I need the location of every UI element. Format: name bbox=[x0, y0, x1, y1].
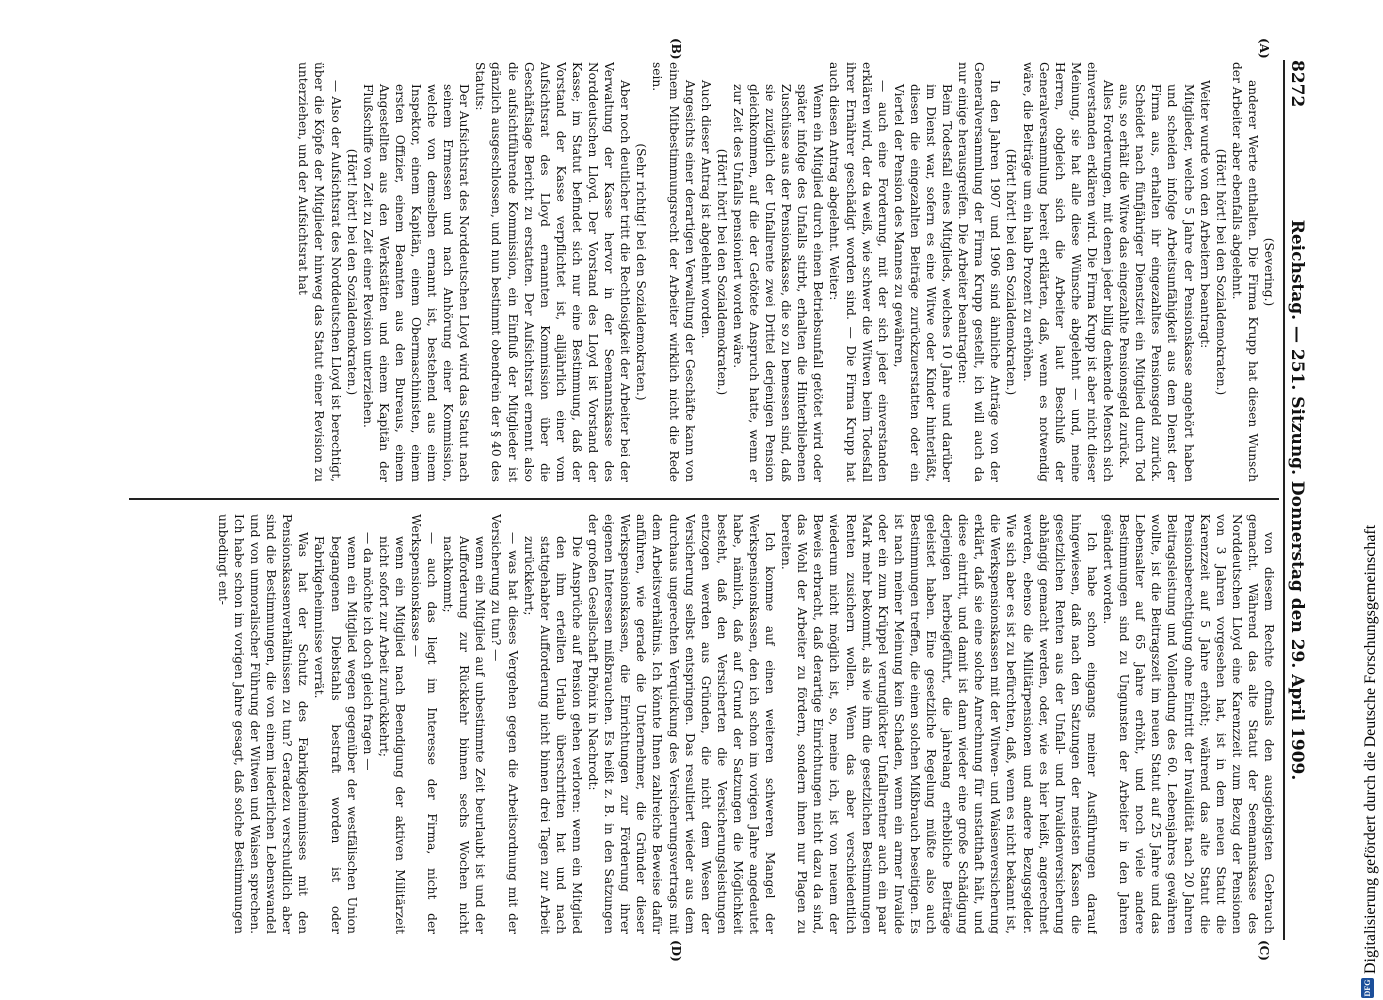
paragraph: — da möchte ich doch gleich fragen — bbox=[360, 532, 375, 771]
paragraph: Ich habe schon eingangs meiner Ausführungen darauf hingewiesen, daß nach den Satzungen der meisten Kassen die gesetzlichen Renten aus der Unfall- und Invalidenversicherung abhängig gemacht werden, oder, wie es hier heißt, angerechnet werden, ebenso die Militärpensionen und andere Bezugsgelder. Wie sich aber es ist zu befürchten, daß, wenn es nicht bekannt ist, die Werkspensionskassen mit der Witwen- und Waisenversicherung erklärt, daß sie eine solche Anrechnung für unstatthaft hält, und diese eintritt, und damit ist dann wieder eine große Schädigung derjenigen herbeigeführt, die jahrelang erhebliche Beiträge geleistet haben. Eine gesetzliche Regelung müßte also auch Bestimmungen treffen, die einen solchen Mißbrauch beseitigen. Es ist nach meiner Meinung kein Schaden, wenn ein armer Invalide oder ein zum Krüppel verunglückter Unfallrentner auch ein paar Mark mehr bekommt, als wie ihm die gesetzlichen Bestimmungen Renten zusichern wollen. Wenn das aber verschiedentlich wiederum nicht möglich ist, so, meine ich, ist von neuem der Beweis erbracht, daß derartige Einrichtungen nicht dazu da sind, das Wohl der Arbeiter zu fördern, sondern ihnen nur Plagen zu bereiten. bbox=[779, 514, 1099, 934]
paragraph: Ich komme auf einen weiteren schweren Mangel der Werkspensionskassen, den ich schon im vorigen Jahre angedeutet habe, nämlich, daß auf Grund der Satzungen die Möglichkeit besteht, daß den Versicherten die Versicherungsleistungen entzogen werden aus Gründen, die nicht dem Wesen der Versicherung selbst entspringen. Das resultiert wieder aus dem durchaus ungerechten Verquickung des Versicherungsvertrags mit dem Arbeitsverhältnis. Ich könnte Ihnen zahlreiche Beweise dafür anführen, wie gerade die Unternehmer, die Gründer dieser Werkspensionskassen, die Einrichtungen zur Förderung ihrer eigenen Interessen mißbrauchen. Es heißt z. B. in den Satzungen der großen Gesellschaft Phönix in Nachrodt: bbox=[586, 514, 778, 934]
paragraph: Weiter wurde von den Arbeitern beantragt: bbox=[1197, 80, 1212, 349]
interjection: (Hört! hört! bei den Sozialdemokraten.) bbox=[1004, 148, 1019, 396]
interjection: (Hört! hört! bei den Sozialdemokraten.) bbox=[1213, 148, 1228, 396]
column-divider bbox=[129, 498, 1279, 500]
page-number: 8272 bbox=[1287, 60, 1307, 108]
quotation: Die Ansprüche auf Pension gehen verloren: wenn ein Mitglied den ihm erteilten Urlaub überschritten hat und nach stattgehabter Aufforderung nicht binnen drei Tagen zur Arbeit zurückkehrt; bbox=[521, 536, 584, 934]
paragraph: anderer Werte enthalten. Die Firma Krupp hat diesen Wunsch der Arbeiter aber ebenfalls abgelehnt. bbox=[1229, 62, 1260, 482]
quotation: wenn ein Mitglied nach Beendigung der aktiven Militärzeit nicht sofort zur Arbeit zurückkehrt; bbox=[376, 536, 407, 934]
right-column bbox=[127, 514, 1277, 934]
quotation: Wenn ein Mitglied durch einen Betriebsunfall getötet wird oder später infolge des Unfalls stirbt, erhalten die Hinterbliebenen Zuschüsse aus der Pensionskasse, die so zu bemessen sind, daß sie zuzüglich der Unfallrente zwei Drittel derjenigen Pension gleichkommen, auf die der Getötete Anspruch hatte, wenn er zur Zeit des Unfalls pensioniert worden wäre. bbox=[730, 84, 826, 482]
paragraph: Auch dieser Antrag ist abgelehnt worden. bbox=[698, 80, 713, 339]
paragraph: (Severing.) bbox=[1262, 237, 1276, 307]
paragraph: — Also der Aufsichtsrat des Norddeutschen Lloyd ist berechtigt, über die Köpfe der Mitglieder hinweg das Statut einer Revision zu unterziehen, und der Aufsichtsrat hat bbox=[296, 62, 343, 482]
quotation: wenn ein Mitglied wegen gegenüber der westfälischen Union begangenen Diebstahls bestraft worden ist oder Fabrikgeheimnisse verrät. bbox=[312, 536, 359, 934]
interjection: (Sehr richtig! bei den Sozialdemokraten.) bbox=[634, 143, 649, 401]
paragraph: Alles Forderungen, mit denen jeder billig denkende Mensch sich einverstanden erklären wird. Die Firma Krupp ist aber nicht dieser Meinung, sie hat alle diese Wünsche abgelehnt — und, meine Herren, obgleich sich die Arbeiter laut Beschluß der Generalversammlung bereit erklärten, daß, wenn es notwendig wäre, die Beiträge um ein halb Prozent zu erhöhen. bbox=[1020, 62, 1116, 482]
page-header bbox=[1283, 60, 1307, 940]
quotation: wenn ein Mitglied auf unbestimmte Zeit beurlaubt ist und der Aufforderung zur Rückkehr binnen sechs Wochen nicht nachkommt; bbox=[441, 536, 488, 934]
paragraph: — auch eine Forderung, mit der sich jeder einverstanden erklären wird, der da weiß, wie schwer die Witwen beim Todesfall ihrer Ernährer geschädigt worden sind. — Die Firma Krupp hat auch diesen Antrag abgelehnt. Weiter: bbox=[827, 62, 890, 482]
credit-text: Digitalisierung gefördert durch die Deutsche Forschungsgemeinschaft bbox=[1362, 524, 1379, 974]
paragraph: — was hat dieses Vergehen gegen die Arbeitsordnung mit der Versicherung zu tun? — bbox=[489, 514, 520, 934]
interjection: (Hört! hört! bei den Sozialdemokraten.) bbox=[714, 148, 729, 396]
paragraph: Aber noch deutlicher tritt die Rechtlosigkeit der Arbeiter bei der Verwaltung der Kasse hervor in der Seemannskasse des Norddeutschen Lloyd. Der Vorstand des Lloyd ist Vorstand der Kasse; im Statut befindet sich nur eine Bestimmung, daß der Vorstand der Kasse verpflichtet ist, alljährlich einer vom Aufsichtsrat des Lloyd ernannten Kommission über die Geschäftslage Bericht zu erstatten. Der Aufsichtsrat ernennt also die aufsichtführende Kommission, ein Einfluß der Mitglieder ist gänzlich ausgeschlossen, und nun bestimmt obendrein der § 40 des Statuts: bbox=[473, 62, 633, 482]
quotation: Beim Todesfall eines Mitglieds, welches 10 Jahre und darüber im Dienst war, sofern es eine Witwe oder Kinder hinterläßt, diesen die eingezahlten Beiträge zurückzuerstatten oder ein Viertel der Pension des Mannes zu gewähren, bbox=[891, 84, 955, 482]
dfg-logo-icon: DFG bbox=[1363, 979, 1372, 997]
paragraph: Was hat der Schutz des Fabrikgeheimnisses mit den Pensionskassenverhältnissen zu tun? Geradezu verschuldlich aber sind die Bestimmungen, die von einem liederlichen Lebenswandel und von unmoralischer Führung der Witwen und Waisen sprechen. Ich habe schon im vorigen Jahre gesagt, daß solche Bestimmungen unbedingt ent- bbox=[215, 514, 311, 934]
paragraph: In den Jahren 1907 und 1906 sind ähnliche Anträge von der Generalversammlung der Firma Krupp gestellt, ich will auch da nur einige herausgreifen. Die Arbeiter beantragten: bbox=[956, 62, 1003, 482]
margin-mark-c: (C) bbox=[1257, 940, 1271, 961]
digitization-credit bbox=[1360, 0, 1380, 1000]
quotation: Der Aufsichtsrat des Norddeutschen Lloyd wird das Statut nach seinem Ermessen und nach Anhörung einer Kommission, welche von demselben ernannt ist, bestehend aus einem Inspektor, einem Kapitän, einem Obermaschinisten, einem ersten Offizier, einem Beamten aus den Bureaus, einem Angestellten aus den Werkstätten und einem Kapitän der Flußschiffe von Zeit zu Zeit einer Revision unterziehen. bbox=[360, 84, 472, 482]
left-column bbox=[127, 62, 1277, 482]
paragraph: Angesichts einer derartigen Verwaltung der Geschäfte kann von einem Mitbestimmungsrecht der Arbeiter wirklich nicht die Rede sein. bbox=[650, 62, 697, 482]
margin-mark-a: (A) bbox=[1257, 38, 1271, 59]
quotation: Mitglieder, welche 5 Jahre der Pensionskasse angehört haben und scheiden infolge Arbeitsunfähigkeit aus dem Dienst der Firma aus, erhalten ihr eingezahltes Pensionsgeld zurück. Scheidet nach fünfjähriger Dienstzeit ein Mitglied durch Tod aus, so erhält die Witwe das eingezahlte Pensionsgeld zurück. bbox=[1117, 84, 1196, 482]
page-title: Reichstag. — 251. Sitzung. Donnerstag den 29. April 1909. bbox=[1287, 219, 1307, 781]
paragraph: von diesem Rechte oftmals den ausgiebigsten Gebrauch gemacht. Während das alte Statut der Seemannskasse des Norddeutschen Lloyd eine Karenzzeit zum Bezug der Pensionen von 3 Jahren vorgesehen hat, ist in dem neuen Statut die Karenzzeit auf 5 Jahre erhöht; während das alte Statut die Pensionsberechtigung ohne Eintritt der Invalidität nach 20 Jahren Beitragsleistung und Vollendung des 60. Lebensjahres gewähren wollte, ist die Beitragszeit im neuen Statut auf 25 Jahre und das Lebensalter auf 65 Jahre erhöht, und noch viele andere Bestimmungen sind zu Ungunsten der Arbeiter in den Jahren geändert worden. bbox=[1101, 514, 1276, 934]
paragraph: — auch das liegt im Interesse der Firma, nicht der Werkspensionskasse — bbox=[409, 514, 440, 934]
margin-mark-d: (D) bbox=[669, 940, 683, 962]
interjection: (Hört! hört! bei den Sozialdemokraten.) bbox=[344, 148, 359, 396]
margin-mark-b: (B) bbox=[669, 38, 683, 60]
